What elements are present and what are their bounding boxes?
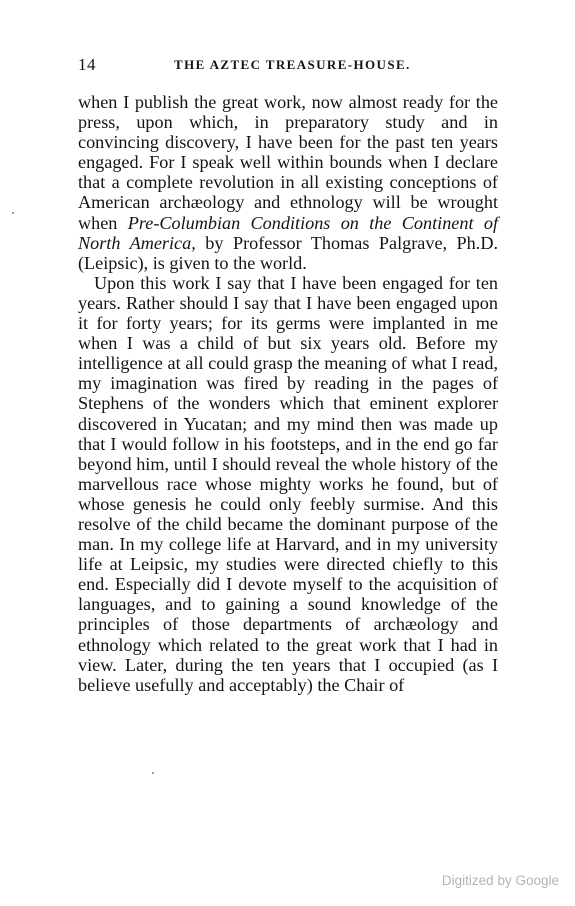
paragraph: Upon this work I say that I have been engaged for ten years. Rather should I say that I have been engaged upon it for forty years; for its germs were implanted in me when I was a child of but six years old. Before my intelligence at all could grasp the meaning of what I read, my imagination was fired by reading in the pages of Stephens of the wonders which that eminent explorer discovered in Yucatan; and my mind then was made up that I would follow in his footsteps, and in the end go far beyond him, until I should reveal the whole history of the marvellous race whose mighty works he found, but of whose genesis he could only feebly surmise. And this resolve of the child became the dominant purpose of the man. In my college life at Harvard, and in my university life at Leipsic, my studies were directed chiefly to this end. Especially did I devote myself to the acquisition of languages, and to gaining a sound knowledge of the principles of those departments of archæology and ethnology which related to the great work that I had in view. Later, during the ten years that I occupied (as I believe usefully and acceptably) the Chair of: [78, 272, 498, 695]
scan-speck: [12, 212, 14, 214]
paragraph-text: by Professor Thomas Palgrave, Ph.D. (Leipsic), is given to the world.: [78, 232, 498, 273]
paragraph-text: when I publish the great work, now almost ready for the press, upon which, in preparatory study and in convincing discovery, I have been for the past ten years engaged. For I speak well within bounds when I declare that a complete revolution in all existing conceptions of American archæology and ethnology will be wrought when: [78, 92, 498, 233]
scan-speck: [152, 772, 154, 774]
page-number: 14: [78, 55, 96, 74]
running-head: [78, 55, 498, 79]
italic-book-title: Pre-Columbian Conditions on the Continent of North America,: [78, 212, 498, 253]
paragraph: [78, 92, 498, 273]
running-title: THE AZTEC TREASURE-HOUSE.: [174, 57, 411, 72]
body-text: [78, 92, 498, 695]
digitized-watermark: Digitized by Google: [441, 873, 559, 888]
